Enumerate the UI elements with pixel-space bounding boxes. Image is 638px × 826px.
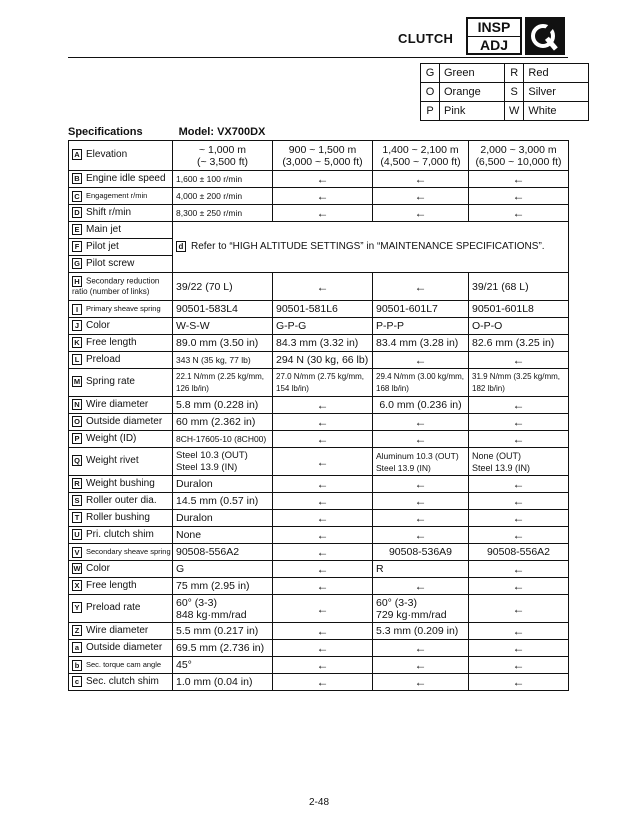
- item-key-badge: Y: [72, 602, 82, 613]
- same-as-left-arrow: ←: [469, 510, 569, 527]
- same-as-left-arrow: ←: [373, 188, 469, 205]
- spec-item-label: [69, 397, 173, 414]
- header-rule: [68, 57, 568, 58]
- cell-line: 22.1 N/mm (2.25 kg/mm,: [176, 371, 265, 381]
- spec-item-label: [69, 222, 173, 239]
- spec-item-label: [69, 171, 173, 188]
- spec-cell: Duralon: [173, 510, 273, 527]
- same-as-left-arrow: ←: [469, 640, 569, 657]
- item-key-badge: N: [72, 399, 82, 410]
- spec-heading: [68, 126, 301, 138]
- spec-cell: 1,600 ± 100 r/min: [173, 171, 273, 188]
- cell-line: Steel 10.3 (OUT): [176, 449, 248, 461]
- same-as-left-arrow: ←: [273, 544, 373, 561]
- spec-item-label: [69, 369, 173, 397]
- same-as-left-arrow: ←: [273, 273, 373, 301]
- elevation-range: [469, 141, 569, 171]
- same-as-left-arrow: ←: [373, 476, 469, 493]
- spring-rate-value: [273, 369, 373, 397]
- cell-line: 31.9 N/mm (3.25 kg/mm,: [472, 371, 561, 381]
- same-as-left-arrow: ←: [273, 493, 373, 510]
- item-label: Sec. clutch shim: [86, 676, 159, 688]
- same-as-left-arrow: ←: [373, 273, 469, 301]
- item-label: Pri. clutch shim: [86, 529, 154, 541]
- elevation-range: [373, 141, 469, 171]
- cell-line: Steel 13.9 (IN): [376, 462, 431, 473]
- spec-row: [69, 318, 569, 335]
- spec-row: [69, 640, 569, 657]
- spec-cell: 90508-536A9: [373, 544, 469, 561]
- item-label: Wire diameter: [86, 399, 149, 411]
- spec-row: [69, 352, 569, 369]
- same-as-left-arrow: ←: [373, 414, 469, 431]
- same-as-left-arrow: ←: [273, 561, 373, 578]
- spec-item-label: [69, 188, 173, 205]
- spec-cell: 90501-583L4: [173, 301, 273, 318]
- spec-row: [69, 674, 569, 691]
- same-as-left-arrow: ←: [273, 527, 373, 544]
- cell-line: 2,000 ~ 3,000 m: [480, 143, 557, 156]
- same-as-left-arrow: ←: [373, 657, 469, 674]
- spec-row: [69, 657, 569, 674]
- spec-row: [69, 527, 569, 544]
- cell-line: Aluminum 10.3 (OUT): [376, 450, 459, 461]
- cell-line: (6,500 ~ 10,000 ft): [475, 155, 562, 168]
- item-key-badge: C: [72, 191, 82, 202]
- legend-row: [421, 83, 589, 102]
- spec-cell: 8CH-17605-10 (8CH00): [173, 431, 273, 448]
- same-as-left-arrow: ←: [373, 510, 469, 527]
- spec-item-label: [69, 510, 173, 527]
- item-label: Engine idle speed: [86, 173, 166, 185]
- item-key-badge: W: [73, 563, 81, 573]
- item-key-badge: J: [72, 320, 82, 331]
- spec-item-label: [69, 657, 173, 674]
- spec-cell: 4,000 ± 200 r/min: [173, 188, 273, 205]
- cell-line: 154 lb/in): [276, 383, 309, 393]
- same-as-left-arrow: ←: [373, 640, 469, 657]
- spec-row: [69, 369, 569, 397]
- spec-row: [69, 561, 569, 578]
- spec-row: [69, 595, 569, 623]
- spec-row: [69, 414, 569, 431]
- spec-item-label: [69, 476, 173, 493]
- spec-row: [69, 578, 569, 595]
- item-key-badge: G: [72, 258, 82, 269]
- same-as-left-arrow: ←: [273, 578, 373, 595]
- same-as-left-arrow: ←: [469, 623, 569, 640]
- item-key-badge: K: [72, 337, 82, 348]
- item-label: Spring rate: [86, 376, 135, 388]
- cell-line: 182 lb/in): [472, 383, 505, 393]
- spec-cell: 5.5 mm (0.217 in): [173, 623, 273, 640]
- same-as-left-arrow: ←: [373, 205, 469, 222]
- spec-item-label: [69, 414, 173, 431]
- spec-cell: P-P-P: [373, 318, 469, 335]
- item-key-badge: c: [72, 676, 82, 687]
- spec-cell: 83.4 mm (3.28 in): [373, 335, 469, 352]
- same-as-left-arrow: ←: [469, 527, 569, 544]
- item-label: Engagement r/min: [86, 191, 148, 200]
- spec-cell: W-S-W: [173, 318, 273, 335]
- item-key-badge: F: [72, 241, 82, 252]
- spec-item-label: [69, 352, 173, 369]
- same-as-left-arrow: ←: [469, 476, 569, 493]
- legend-row: [421, 102, 589, 121]
- cell-line: 126 lb/in): [176, 383, 209, 393]
- item-key-badge: Z: [72, 625, 82, 636]
- legend-code: P: [421, 102, 440, 121]
- spec-item-label: [69, 256, 173, 273]
- spec-cell: 84.3 mm (3.32 in): [273, 335, 373, 352]
- note-icon: d: [176, 241, 186, 252]
- spec-table: [68, 140, 569, 691]
- rivet-value: [173, 448, 273, 476]
- spec-item-label: [69, 561, 173, 578]
- legend-color-name: Red: [524, 64, 589, 83]
- same-as-left-arrow: ←: [273, 414, 373, 431]
- spec-cell: 69.5 mm (2.736 in): [173, 640, 273, 657]
- spec-row: [69, 493, 569, 510]
- item-label: Free length: [86, 337, 137, 349]
- legend-code: R: [505, 64, 524, 83]
- spec-row: [69, 141, 569, 171]
- spec-item-label: [69, 448, 173, 476]
- cell-line: Steel 13.9 (IN): [176, 461, 238, 473]
- spec-cell: 6.0 mm (0.236 in): [373, 397, 469, 414]
- same-as-left-arrow: ←: [373, 674, 469, 691]
- same-as-left-arrow: ←: [469, 397, 569, 414]
- item-key-badge: I: [72, 304, 82, 315]
- same-as-left-arrow: ←: [373, 352, 469, 369]
- spec-item-label: [69, 205, 173, 222]
- spec-item-label: [69, 595, 173, 623]
- wrench-icon: [525, 17, 565, 55]
- item-label: Color: [86, 320, 110, 332]
- color-legend: [420, 63, 589, 121]
- spec-cell: 90501-601L7: [373, 301, 469, 318]
- spec-row: [69, 301, 569, 318]
- spec-item-label: [69, 674, 173, 691]
- legend-code: S: [505, 83, 524, 102]
- model-label: Model: VX700DX: [178, 126, 266, 138]
- same-as-left-arrow: ←: [273, 623, 373, 640]
- spec-item-label: [69, 640, 173, 657]
- legend-color-name: Orange: [440, 83, 505, 102]
- legend-color-name: Green: [440, 64, 505, 83]
- item-key-badge: V: [72, 547, 82, 558]
- spec-row: [69, 448, 569, 476]
- cell-line: 29.4 N/mm (3.00 kg/mm,: [376, 371, 465, 381]
- cell-line: None (OUT): [472, 450, 522, 461]
- same-as-left-arrow: ←: [373, 527, 469, 544]
- cell-line: 168 lb/in): [376, 383, 409, 393]
- spec-item-label: [69, 301, 173, 318]
- item-label: Wire diameter: [86, 625, 149, 637]
- same-as-left-arrow: ←: [469, 578, 569, 595]
- same-as-left-arrow: ←: [273, 476, 373, 493]
- spec-cell: 90501-601L8: [469, 301, 569, 318]
- item-key-badge: S: [72, 495, 82, 506]
- spec-row: [69, 171, 569, 188]
- spec-cell: 90508-556A2: [469, 544, 569, 561]
- spec-cell: 343 N (35 kg, 77 lb): [173, 352, 273, 369]
- item-key-badge: X: [72, 580, 82, 591]
- spec-row: [69, 188, 569, 205]
- item-label: Secondary sheave spring: [86, 547, 171, 556]
- item-key-badge: Q: [72, 455, 82, 466]
- spec-cell: G: [173, 561, 273, 578]
- item-label: Main jet: [86, 224, 122, 236]
- spec-row: [69, 476, 569, 493]
- spec-row: [69, 544, 569, 561]
- preload-rate-value: [373, 595, 469, 623]
- spec-cell: R: [373, 561, 469, 578]
- spec-cell: 5.8 mm (0.228 in): [173, 397, 273, 414]
- same-as-left-arrow: ←: [273, 171, 373, 188]
- preload-rate-value: [173, 595, 273, 623]
- spec-cell: 14.5 mm (0.57 in): [173, 493, 273, 510]
- spec-row: [69, 222, 569, 239]
- spec-cell: 89.0 mm (3.50 in): [173, 335, 273, 352]
- spec-cell: 39/21 (68 L): [469, 273, 569, 301]
- badge-bottom: ADJ: [479, 37, 508, 53]
- cell-line: 848 kg·mm/rad: [176, 608, 247, 621]
- item-key-badge: E: [72, 224, 82, 235]
- legend-code: W: [505, 102, 524, 121]
- spec-cell: 5.3 mm (0.209 in): [373, 623, 469, 640]
- spec-row: [69, 335, 569, 352]
- item-label: Free length: [86, 580, 137, 592]
- spec-cell: 1.0 mm (0.04 in): [173, 674, 273, 691]
- spec-row: [69, 510, 569, 527]
- spec-item-label: [69, 318, 173, 335]
- same-as-left-arrow: ←: [469, 595, 569, 623]
- item-label: Primary sheave spring: [86, 304, 161, 313]
- spec-cell: 8,300 ± 250 r/min: [173, 205, 273, 222]
- same-as-left-arrow: ←: [469, 431, 569, 448]
- same-as-left-arrow: ←: [373, 171, 469, 188]
- item-key-badge: R: [72, 478, 82, 489]
- spec-cell: 45°: [173, 657, 273, 674]
- item-label: Weight bushing: [86, 478, 155, 490]
- spring-rate-value: [173, 369, 273, 397]
- spec-item-label: [69, 493, 173, 510]
- page-number: 2-48: [308, 797, 329, 808]
- rivet-value: [373, 448, 469, 476]
- item-key-badge: P: [72, 433, 82, 444]
- item-label: Roller bushing: [86, 512, 150, 524]
- same-as-left-arrow: ←: [469, 171, 569, 188]
- same-as-left-arrow: ←: [273, 595, 373, 623]
- high-altitude-note: [173, 222, 569, 273]
- same-as-left-arrow: ←: [469, 352, 569, 369]
- same-as-left-arrow: ←: [273, 510, 373, 527]
- spec-item-label: [69, 431, 173, 448]
- cell-line: ~ 1,000 m: [199, 143, 246, 156]
- spec-cell: O-P-O: [469, 318, 569, 335]
- item-label: Pilot screw: [86, 258, 135, 270]
- same-as-left-arrow: ←: [273, 640, 373, 657]
- insp-adj-badge: [466, 17, 522, 55]
- spec-cell: 60 mm (2.362 in): [173, 414, 273, 431]
- item-label: Weight rivet: [86, 455, 139, 467]
- same-as-left-arrow: ←: [469, 493, 569, 510]
- spec-item-label: [69, 623, 173, 640]
- same-as-left-arrow: ←: [469, 205, 569, 222]
- same-as-left-arrow: ←: [469, 657, 569, 674]
- spec-cell: 39/22 (70 L): [173, 273, 273, 301]
- item-key-badge: T: [72, 512, 82, 523]
- spec-item-label: [69, 239, 173, 256]
- item-key-badge: U: [72, 529, 82, 540]
- spec-cell: 90508-556A2: [173, 544, 273, 561]
- item-key-badge: M: [73, 377, 81, 387]
- item-label: Weight (ID): [86, 433, 137, 445]
- cell-line: 729 kg·mm/rad: [376, 608, 447, 621]
- legend-color-name: White: [524, 102, 589, 121]
- item-key-badge: O: [72, 416, 82, 427]
- note-text: Refer to “HIGH ALTITUDE SETTINGS” in “MAINTENANCE SPECIFICATIONS”.: [191, 241, 545, 252]
- same-as-left-arrow: ←: [273, 674, 373, 691]
- legend-code: O: [421, 83, 440, 102]
- item-label: Outside diameter: [86, 642, 163, 654]
- spring-rate-value: [469, 369, 569, 397]
- same-as-left-arrow: ←: [469, 188, 569, 205]
- spec-cell: None: [173, 527, 273, 544]
- spec-row: [69, 273, 569, 301]
- item-key-badge: H: [72, 276, 82, 287]
- same-as-left-arrow: ←: [469, 674, 569, 691]
- cell-line: 1,400 ~ 2,100 m: [382, 143, 459, 156]
- same-as-left-arrow: ←: [373, 578, 469, 595]
- same-as-left-arrow: ←: [273, 188, 373, 205]
- spring-rate-value: [373, 369, 469, 397]
- item-label: Elevation: [86, 149, 128, 161]
- elevation-range: [173, 141, 273, 171]
- spec-cell: 90501-581L6: [273, 301, 373, 318]
- section-title: CLUTCH: [398, 31, 454, 46]
- spec-row: [69, 397, 569, 414]
- spec-item-label: [69, 578, 173, 595]
- item-key-badge: A: [72, 149, 82, 160]
- legend-color-name: Silver: [524, 83, 589, 102]
- legend-color-name: Pink: [440, 102, 505, 121]
- item-label: Preload rate: [86, 602, 141, 614]
- item-key-badge: L: [72, 354, 82, 365]
- cell-line: Steel 13.9 (IN): [472, 462, 531, 473]
- same-as-left-arrow: ←: [273, 431, 373, 448]
- item-label: Color: [86, 563, 110, 575]
- same-as-left-arrow: ←: [273, 205, 373, 222]
- spec-cell: 294 N (30 kg, 66 lb): [273, 352, 373, 369]
- cell-line: (~ 3,500 ft): [196, 155, 249, 168]
- item-label: Secondary reduction ratio (number of links): [72, 276, 160, 296]
- spec-item-label: [69, 527, 173, 544]
- same-as-left-arrow: ←: [273, 448, 373, 476]
- item-label: Outside diameter: [86, 416, 163, 428]
- legend-code: G: [421, 64, 440, 83]
- item-label: Pilot jet: [86, 241, 119, 253]
- legend-row: [421, 64, 589, 83]
- cell-line: (4,500 ~ 7,000 ft): [380, 155, 461, 168]
- same-as-left-arrow: ←: [273, 657, 373, 674]
- spec-row: [69, 431, 569, 448]
- item-label: Roller outer dia.: [86, 495, 157, 507]
- cell-line: (3,000 ~ 5,000 ft): [282, 155, 363, 168]
- spec-row: [69, 205, 569, 222]
- item-label: Sec. torque cam angle: [86, 660, 162, 669]
- spec-cell: 75 mm (2.95 in): [173, 578, 273, 595]
- same-as-left-arrow: ←: [373, 493, 469, 510]
- item-label: Preload: [86, 354, 121, 366]
- same-as-left-arrow: ←: [373, 431, 469, 448]
- item-key-badge: a: [72, 642, 82, 653]
- same-as-left-arrow: ←: [273, 397, 373, 414]
- elevation-range: [273, 141, 373, 171]
- same-as-left-arrow: ←: [469, 561, 569, 578]
- spec-cell: G-P-G: [273, 318, 373, 335]
- spec-item-label: [69, 335, 173, 352]
- spec-item-label: [69, 273, 173, 301]
- badge-top: INSP: [468, 19, 520, 37]
- spec-cell: Duralon: [173, 476, 273, 493]
- cell-line: 60° (3-3): [176, 596, 217, 609]
- rivet-value: [469, 448, 569, 476]
- item-label: Shift r/min: [86, 207, 132, 219]
- spec-label: Specifications: [68, 126, 143, 138]
- cell-line: 60° (3-3): [376, 596, 417, 609]
- cell-line: 900 ~ 1,500 m: [288, 143, 357, 156]
- item-key-badge: b: [72, 660, 82, 671]
- spec-item-label: [69, 544, 173, 561]
- spec-cell: 82.6 mm (3.25 in): [469, 335, 569, 352]
- spec-item-label: [69, 141, 173, 171]
- spec-row: [69, 623, 569, 640]
- same-as-left-arrow: ←: [469, 414, 569, 431]
- item-key-badge: B: [72, 173, 82, 184]
- item-key-badge: D: [72, 207, 82, 218]
- cell-line: 27.0 N/mm (2.75 kg/mm,: [276, 371, 365, 381]
